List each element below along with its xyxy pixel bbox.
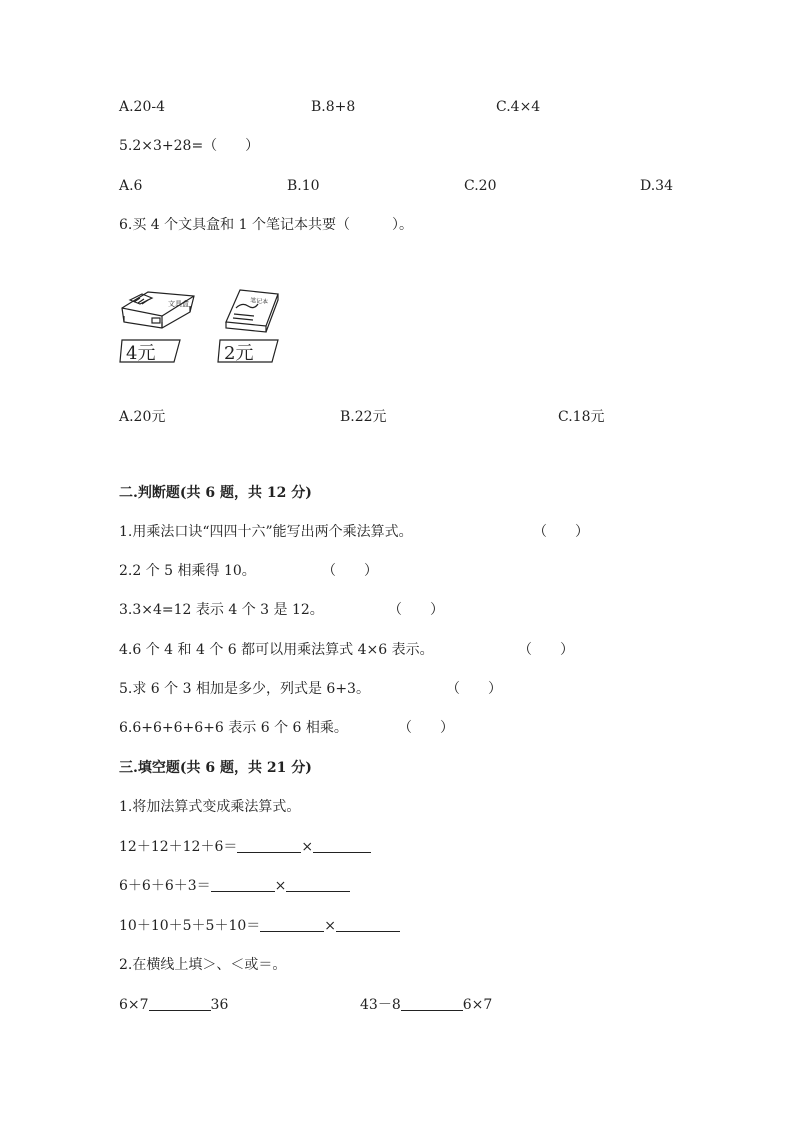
q5-option-a: A.6 xyxy=(119,178,143,194)
fill-q1-line-2 xyxy=(119,877,350,895)
judge-paren-6[interactable]: （ ） xyxy=(398,720,454,736)
judge-paren-5[interactable]: （ ） xyxy=(446,681,502,697)
notebook-price: 2元 xyxy=(224,343,254,364)
judge-paren-1[interactable]: （ ） xyxy=(533,524,589,540)
q6-option-a: A.20元 xyxy=(119,409,166,425)
q4-option-c: C.4×4 xyxy=(496,99,541,115)
fill-q1-expr-2: 6＋6＋6＋3＝ xyxy=(119,878,211,894)
fill-blank[interactable] xyxy=(313,838,371,853)
compare-left-2: 43－8 xyxy=(360,997,401,1013)
fill-q1-line-1 xyxy=(119,838,371,856)
fill-blank[interactable] xyxy=(336,917,400,932)
section2-title: 二.判断题(共 6 题，共 12 分) xyxy=(119,485,312,501)
q5-option-c: C.20 xyxy=(464,178,497,194)
compare-right-2: 6×7 xyxy=(462,997,493,1013)
q5-question: 5.2×3+28=（ ） xyxy=(119,138,260,154)
fill-blank[interactable] xyxy=(286,877,350,892)
q5-option-b: B.10 xyxy=(287,178,320,194)
compare-right-1: 36 xyxy=(210,997,229,1013)
pencil-box-price: 4元 xyxy=(126,343,156,364)
judge-item-4: 4.6 个 4 和 4 个 6 都可以用乘法算式 4×6 表示。 xyxy=(119,642,434,658)
q4-option-a: A.20-4 xyxy=(119,99,166,115)
judge-item-1: 1.用乘法口诀“四四十六”能写出两个乘法算式。 xyxy=(119,524,413,540)
fill-blank[interactable] xyxy=(260,917,324,932)
compare-blank[interactable] xyxy=(401,996,463,1011)
times-sign: × xyxy=(301,839,314,855)
compare-left-1: 6×7 xyxy=(119,997,149,1013)
q6-question: 6.买 4 个文具盒和 1 个笔记本共要（ ）。 xyxy=(119,217,413,233)
times-sign: × xyxy=(324,918,336,934)
times-sign: × xyxy=(274,878,287,894)
judge-item-5: 5.求 6 个 3 相加是多少，列式是 6+3。 xyxy=(119,681,370,697)
q5-option-d: D.34 xyxy=(640,178,673,194)
judge-paren-4[interactable]: （ ） xyxy=(518,642,574,658)
fill-q1-expr-3: 10＋10＋5＋5＋10＝ xyxy=(119,918,261,934)
notebook-illustration xyxy=(214,286,284,368)
notebook-label: 笔记本 xyxy=(249,297,269,306)
compare-item-2 xyxy=(360,996,492,1014)
judge-item-2: 2.2 个 5 相乘得 10。 xyxy=(119,563,256,579)
section3-title: 三.填空题(共 6 题，共 21 分) xyxy=(119,760,312,776)
compare-item-1 xyxy=(119,996,228,1014)
compare-blank[interactable] xyxy=(149,996,211,1011)
fill-blank[interactable] xyxy=(237,838,301,853)
fill-q2-text: 2.在横线上填＞、＜或＝。 xyxy=(119,957,287,973)
q6-option-b: B.22元 xyxy=(340,409,387,425)
fill-q1-expr-1: 12＋12＋12＋6＝ xyxy=(119,839,238,855)
q4-option-b: B.8+8 xyxy=(311,99,356,115)
fill-q1-text: 1.将加法算式变成乘法算式。 xyxy=(119,799,301,815)
judge-paren-2[interactable]: （ ） xyxy=(322,563,378,579)
fill-q1-line-3 xyxy=(119,917,400,935)
fill-blank[interactable] xyxy=(211,877,275,892)
judge-paren-3[interactable]: （ ） xyxy=(388,602,444,618)
pencil-box-label: 文具盒 xyxy=(168,300,189,308)
q6-option-c: C.18元 xyxy=(558,409,605,425)
judge-item-3: 3.3×4=12 表示 4 个 3 是 12。 xyxy=(119,602,324,618)
pencil-box-illustration xyxy=(116,286,202,368)
judge-item-6: 6.6+6+6+6+6 表示 6 个 6 相乘。 xyxy=(119,720,348,736)
